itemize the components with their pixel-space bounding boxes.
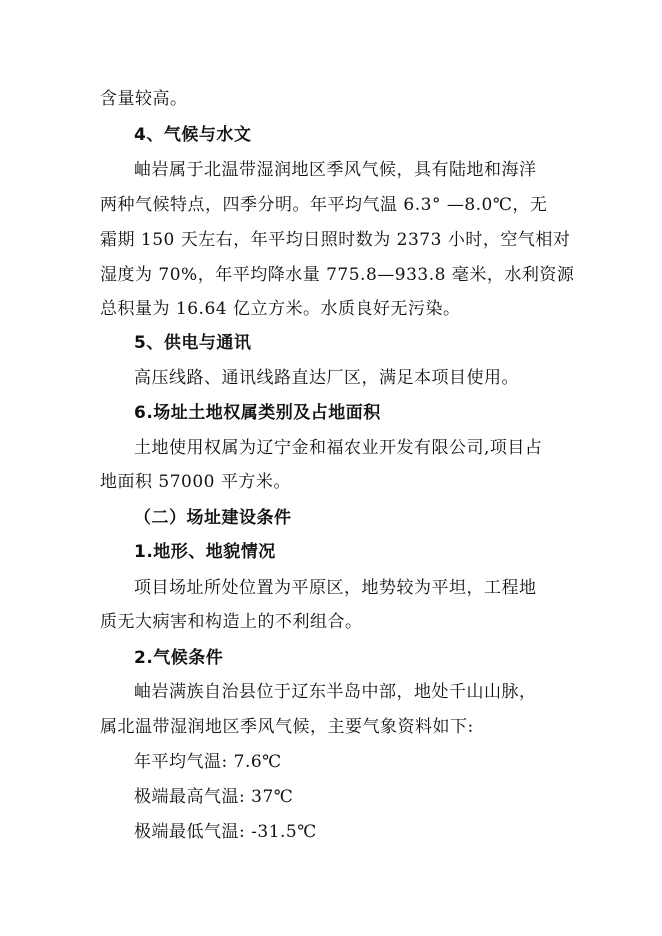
climate-data-line: 极端最高气温: 37℃ (134, 787, 294, 807)
paragraph-line: 湿度为 70%，年平均降水量 775.8—933.8 毫米，水利资源 (100, 265, 575, 285)
paragraph-line: 岫岩属于北温带湿润地区季风气候，具有陆地和海洋 (134, 160, 537, 180)
section-heading-land-ownership: 6.场址土地权属类别及占地面积 (134, 403, 381, 423)
section-heading-climate-hydrology: 4、气候与水文 (134, 125, 252, 145)
paragraph-line: 含量较高。 (100, 89, 188, 109)
paragraph-line: 高压线路、通讯线路直达厂区，满足本项目使用。 (134, 368, 519, 388)
section-heading-power-telecom: 5、供电与通讯 (134, 333, 252, 353)
section-heading-climate-conditions: 2.气候条件 (134, 648, 224, 668)
section-heading-site-conditions: （二）场址建设条件 (134, 508, 292, 528)
paragraph-line: 岫岩满族自治县位于辽东半岛中部，地处千山山脉， (134, 682, 537, 702)
climate-data-line: 极端最低气温: -31.5℃ (134, 822, 317, 842)
climate-data-line: 年平均气温: 7.6℃ (134, 752, 282, 772)
paragraph-line: 总积量为 16.64 亿立方米。水质良好无污染。 (100, 299, 461, 319)
paragraph-line: 两种气候特点，四季分明。年平均气温 6.3° —8.0℃，无 (100, 195, 548, 215)
paragraph-line: 属北温带湿润地区季风气候，主要气象资料如下: (100, 717, 474, 737)
paragraph-line: 项目场址所处位置为平原区，地势较为平坦，工程地 (134, 578, 537, 598)
paragraph-line: 土地使用权属为辽宁金和福农业开发有限公司,项目占 (134, 438, 543, 458)
paragraph-line: 地面积 57000 平方米。 (100, 472, 291, 492)
section-heading-terrain: 1.地形、地貌情况 (134, 542, 276, 562)
paragraph-line: 霜期 150 天左右，年平均日照时数为 2373 小时，空气相对 (100, 230, 571, 250)
paragraph-line: 质无大病害和构造上的不利组合。 (100, 612, 363, 632)
